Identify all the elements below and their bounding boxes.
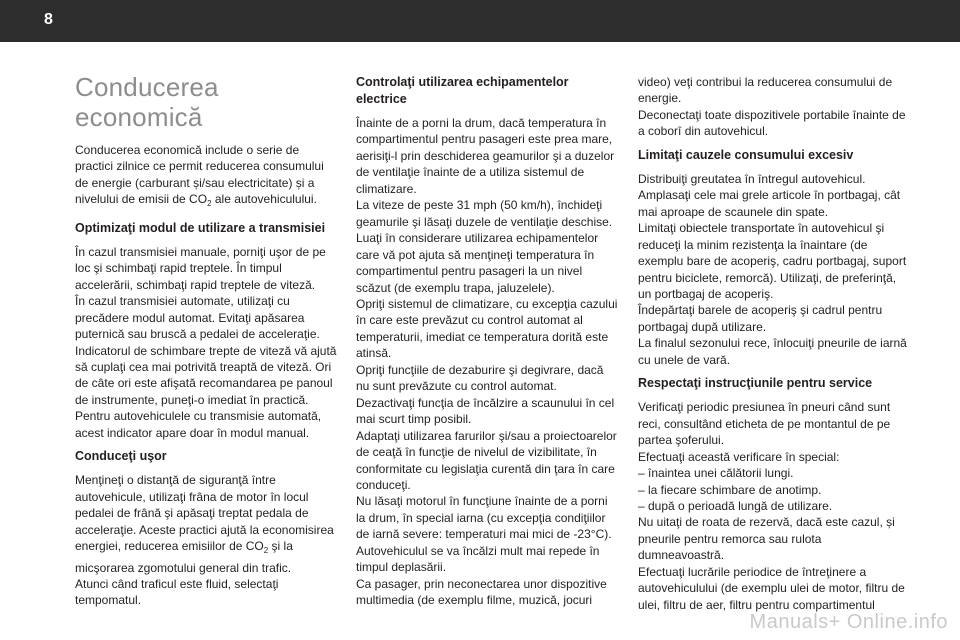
excess-consumption-paragraph: Distribuiţi greutatea în întregul autovehicul. Amplasaţi cele mai grele articole în portbagaj, cât mai aproape de scaunele din spate. Limitaţi obiectele transportate în autovehicul şi reduceţi la minim rezistenţa la înaintare (de exemplu bare de acoperiş, cadru portbagaj, suport pentru biciclete, remorcă). Utilizaţi, de preferinţă, un portbagaj de acoperiş. Îndepărtaţi barele de acoperiş şi cadrul pentru portbagaj după utilizare. La finalul sezonului rece, înlocuiţi pneurile de iarnă cu unele de vară. [638,171,907,367]
intro-text: Conducerea economică include o serie de practici zilnice ce permit reducerea consumului de energie (carburant și/sau electricitate) și a nivelului de emisii de CO [75,143,324,207]
column-1 [75,72,337,616]
list-item: – înaintea unei călătorii lungi. [638,466,794,481]
page-number: 8 [44,11,53,28]
intro-paragraph [75,142,337,213]
list-item: – la fiecare schimbare de anotimp. [638,482,822,497]
page-header-bar [0,0,960,42]
list-item: – după o perioadă lungă de utilizare. [638,498,833,513]
transmission-paragraph: În cazul transmisiei manuale, porniţi uşor de pe loc şi schimbaţi rapid treptele. În timpul accelerării, schimbaţi rapid treptele de viteză. În cazul transmisiei automate, utilizaţi cu precădere modul automat. Evitaţi apăsarea puternică sau bruscă a pedalei de acceleraţie. Indicatorul de schimbare trepte de viteză vă ajută să cuplaţi cea mai potrivită treaptă de viteză. Ori de câte ori este afişată recomandarea pe panoul de instrumente, puneţi-o imediat în practică. Pentru autovehiculele cu transmisie automată, acest indicator apare doar în modul manual. [75,244,337,440]
section-heading-service: Respectaţi instrucţiunile pentru service [638,376,873,391]
page-title: Conducerea economică [75,72,219,132]
maintenance-paragraph: Nu uitaţi de roata de rezervă, dacă este cazul, și pneurile pentru remorca sau rulota dumneavoastră. Efectuaţi lucrările periodice de întreţinere a autovehiculului (de exemplu ulei de motor, filtru de ulei, filtru de aer, filtru pentru compartimentul [638,515,905,612]
co2-subscript: 2 [263,546,269,556]
column-2 [356,74,618,616]
intro-text-end: ale autovehiculului. [211,192,317,207]
section-heading-transmission: Optimizaţi modul de utilizare a transmisiei [75,220,326,235]
multimedia-continuation: video) veţi contribui la reducerea consumului de energie. Deconectaţi toate dispozitivele portabile înainte de a coborî din autovehicul. [638,75,906,139]
drive-text-end: şi la micşorarea zgomotului general din trafic. Atunci când traficul este fluid, selectaţi tempomatul. [75,539,293,608]
section-heading-electrical: Controlaţi utilizarea echipamentelor electrice [356,75,569,106]
column-3 [638,74,908,620]
electrical-paragraph: Înainte de a porni la drum, dacă temperatura în compartimentul pentru pasageri este prea mare, aerisiţi-l prin deschiderea geamurilor şi a duzelor de ventilaţie înainte de a utiliza sistemul de climatizare. La viteze de peste 31 mph (50 km/h), închideţi geamurile şi lăsaţi duzele de ventilaţie deschise. Luaţi în considerare utilizarea echipamentelor care vă pot ajuta să menţineţi temperatura în compartimentul pentru pasageri la un nivel scăzut (de exemplu trapa, jaluzelele). Opriţi sistemul de climatizare, cu excepţia cazului în care este prevăzut cu control automat al temperaturii, imediat ce temperatura dorită este atinsă. Opriţi funcţiile de dezaburire şi degivrare, dacă nu sunt prevăzute cu control automat. Dezactivaţi funcţia de încălzire a scaunului în cel mai scurt timp posibil. Adaptaţi utilizarea farurilor şi/sau a proiectoarelor de ceaţă în funcţie de nivelul de vizibilitate, în conformitate cu legislaţia curentă din ţara în care conduceţi. Nu lăsaţi motorul în funcţiune înainte de a porni la drum, în special iarna (cu excepţia condiţiilor de iarnă severe: temperaturi mai mici de -23°C). Autovehiculul se va încălzi mult mai repede în timpul deplasării. Ca pasager, prin neconectarea unor dispozitive multimedia (de exemplu filme, muzică, jocuri [356,116,618,608]
co2-subscript: 2 [207,199,212,209]
drive-smoothly-paragraph [75,472,337,609]
section-heading-excess-consumption: Limitaţi cauzele consumului excesiv [638,147,854,162]
service-paragraph: Verificaţi periodic presiunea în pneuri când sunt reci, consultând eticheta de pe montantul de pe partea şoferului. Efectuaţi această verificare în special: [638,400,891,464]
watermark: Manuals+ Online.info [749,611,948,633]
check-list [638,465,908,514]
drive-text: Menţineţi o distanţă de siguranţă între autovehicule, utilizaţi frâna de motor în locul pedalei de frână şi apăsaţi treptat pedala de acceleraţie. Aceste practici ajută la economisirea energiei, reducerea emisiilor de CO [75,473,334,554]
section-heading-drive-smoothly: Conduceţi uşor [75,449,167,464]
